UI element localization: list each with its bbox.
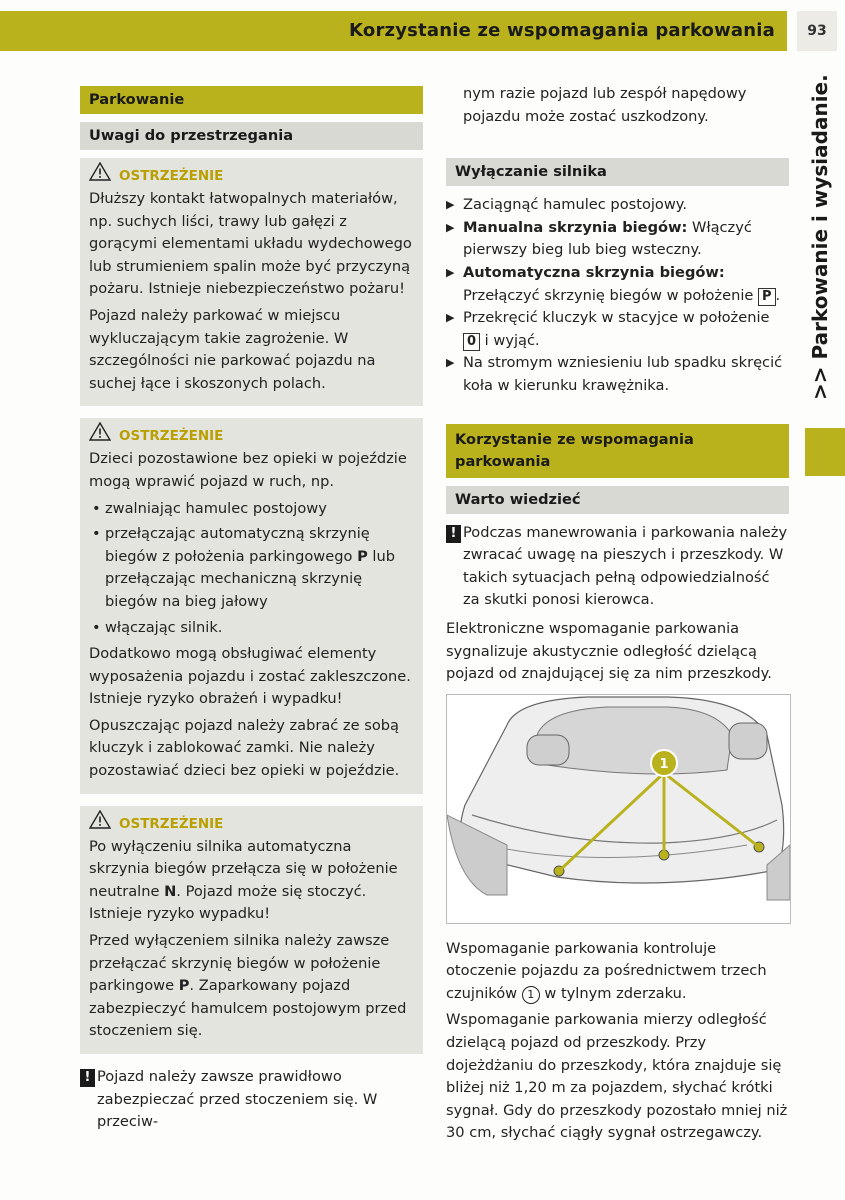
warning-box-fire xyxy=(80,158,423,406)
list-item: • zwalniając hamulec postojowy xyxy=(89,498,414,521)
notice-block xyxy=(80,1066,423,1134)
bullet-list xyxy=(89,498,414,640)
warning-title-text: OSTRZEŻENIE xyxy=(119,428,224,445)
warning-triangle-icon xyxy=(89,810,111,838)
warning-triangle-icon xyxy=(89,422,111,450)
measure-paragraph: Wspomaganie parkowania mierzy odległość dzielącą pojazd od przeszkody. Przy dojeżdżaniu do przeszkody, która znajduje się bliżej niż 1,20 m za pojazdem, słychać krótki sygnał. Gdy do przeszkody pozostało mniej niż 30 cm, słychać ciągły sygnał ostrzegawczy. xyxy=(446,1011,788,1142)
gear-key-label: P xyxy=(758,288,776,306)
ignition-key-label: 0 xyxy=(463,333,480,351)
sensors-paragraph: Wspomaganie parkowania kontroluje otoczenie pojazdu za pośrednictwem trzech czujników 1 w tylnym zderzaku. xyxy=(446,939,767,1002)
step-item: ▶ Przekręcić kluczyk w stacyjce w położenie 0 i wyjąć. xyxy=(446,307,789,352)
warning-title xyxy=(89,162,414,188)
step-item: ▶ Na stromym wzniesieniu lub spadku skręcić koła w kierunku krawężnika. xyxy=(446,352,789,397)
warning-paragraph: Po wyłączeniu silnika automatyczna skrzynia biegów przełącza się w położenie neutralne N. Pojazd może się stoczyć. Istnieje ryzyko wypadku! xyxy=(89,837,398,923)
warning-paragraph: Dzieci pozostawione bez opieki w pojeździe mogą wprawić pojazd w ruch, np. xyxy=(89,450,407,490)
intro-paragraph: Elektroniczne wspomaganie parkowania sygnalizuje akustycznie odległość dzielącą pojazd od znajdującej się za nim przeszkody. xyxy=(446,619,772,683)
left-column xyxy=(80,86,423,1140)
warning-paragraph: Opuszczając pojazd należy zabrać ze sobą kluczyk i zablokować zamki. Nie należy pozostawiać dzieci bez opieki w pojeździe. xyxy=(89,716,400,780)
sensor-callout-ref: 1 xyxy=(522,986,540,1004)
warning-title xyxy=(89,810,414,836)
step-item: ▶ Automatyczna skrzynia biegów: Przełączyć skrzynię biegów w położenie P . xyxy=(446,262,789,307)
warning-box-rolling xyxy=(80,806,423,1054)
exclamation-icon: ! xyxy=(80,1069,95,1087)
warning-paragraph: Dłuższy kontakt łatwopalnych materiałów, np. suchych liści, trawy lub gałęzi z gorącymi elementami układu wydechowego lub strumieniem spalin może być przyczyną pożaru. Istnieje niebezpieczeństwo pożaru! xyxy=(89,190,412,298)
warning-paragraph: Pojazd należy parkować w miejscu wykluczającym takie zagrożenie. W szczególności nie parkować pojazdu na suchej łące i skoszonych polach. xyxy=(89,306,376,392)
warning-triangle-icon xyxy=(89,162,111,190)
header-bar xyxy=(0,11,787,51)
warning-title-text: OSTRZEŻENIE xyxy=(119,168,224,184)
chapter-tab-marker xyxy=(805,428,845,476)
step-item: ▶ Zaciągnąć hamulec postojowy. xyxy=(446,194,789,217)
warning-paragraph: Przed wyłączeniem silnika należy zawsze przełączać skrzynię biegów w położenie parkingowe P. Zaparkowany pojazd zabezpieczyć hamulcem postojowym przed stoczeniem się. xyxy=(89,932,407,1040)
step-item: ▶ Manualna skrzynia biegów: Włączyć pierwszy bieg lub bieg wsteczny. xyxy=(446,217,789,262)
warning-box-children xyxy=(80,418,423,793)
right-column xyxy=(446,83,789,1149)
page-header-title: Korzystanie ze wspomagania parkowania xyxy=(349,20,775,41)
warning-paragraph: Dodatkowo mogą obsługiwać elementy wyposażenia pojazdu i zostać zakleszczone. Istnieje ryzyko obrażeń i wypadku! xyxy=(89,645,411,708)
section-heading-assist: Korzystanie ze wspomagania parkowania xyxy=(446,424,789,478)
warning-title xyxy=(89,422,414,448)
page-number: 93 xyxy=(797,11,837,51)
chapter-side-label: >> Parkowanie i wysiadanie. xyxy=(808,74,832,400)
notice-text: Podczas manewrowania i parkowania należy zwracać uwagę na pieszych i przeszkody. W takich sytuacjach pełną odpowiedzialność za skutki ponosi kierowca. xyxy=(463,523,788,609)
figure-callout-number: 1 xyxy=(659,756,669,772)
car-rear-figure xyxy=(446,694,791,924)
list-item: • włączając silnik. xyxy=(89,617,414,640)
exclamation-icon: ! xyxy=(446,525,461,543)
notice-text: Pojazd należy zawsze prawidłowo zabezpieczać przed stoczeniem się. W przeciw- xyxy=(97,1068,378,1131)
section-heading-parking: Parkowanie xyxy=(80,86,423,114)
subsection-heading-know: Warto wiedzieć xyxy=(446,486,789,514)
notice-block xyxy=(446,522,789,612)
subsection-heading-notes: Uwagi do przestrzegania xyxy=(80,122,423,150)
subsection-heading-engine: Wyłączanie silnika xyxy=(446,158,789,186)
continued-text: nym razie pojazd lub zespół napędowy pojazdu może zostać uszkodzony. xyxy=(463,85,747,125)
list-item: • przełączając automatyczną skrzynię biegów z położenia parkingowego P lub przełączając mechaniczną skrzynię biegów na bieg jałowy xyxy=(89,523,414,613)
warning-title-text: OSTRZEŻENIE xyxy=(119,815,224,832)
step-list xyxy=(446,194,789,397)
